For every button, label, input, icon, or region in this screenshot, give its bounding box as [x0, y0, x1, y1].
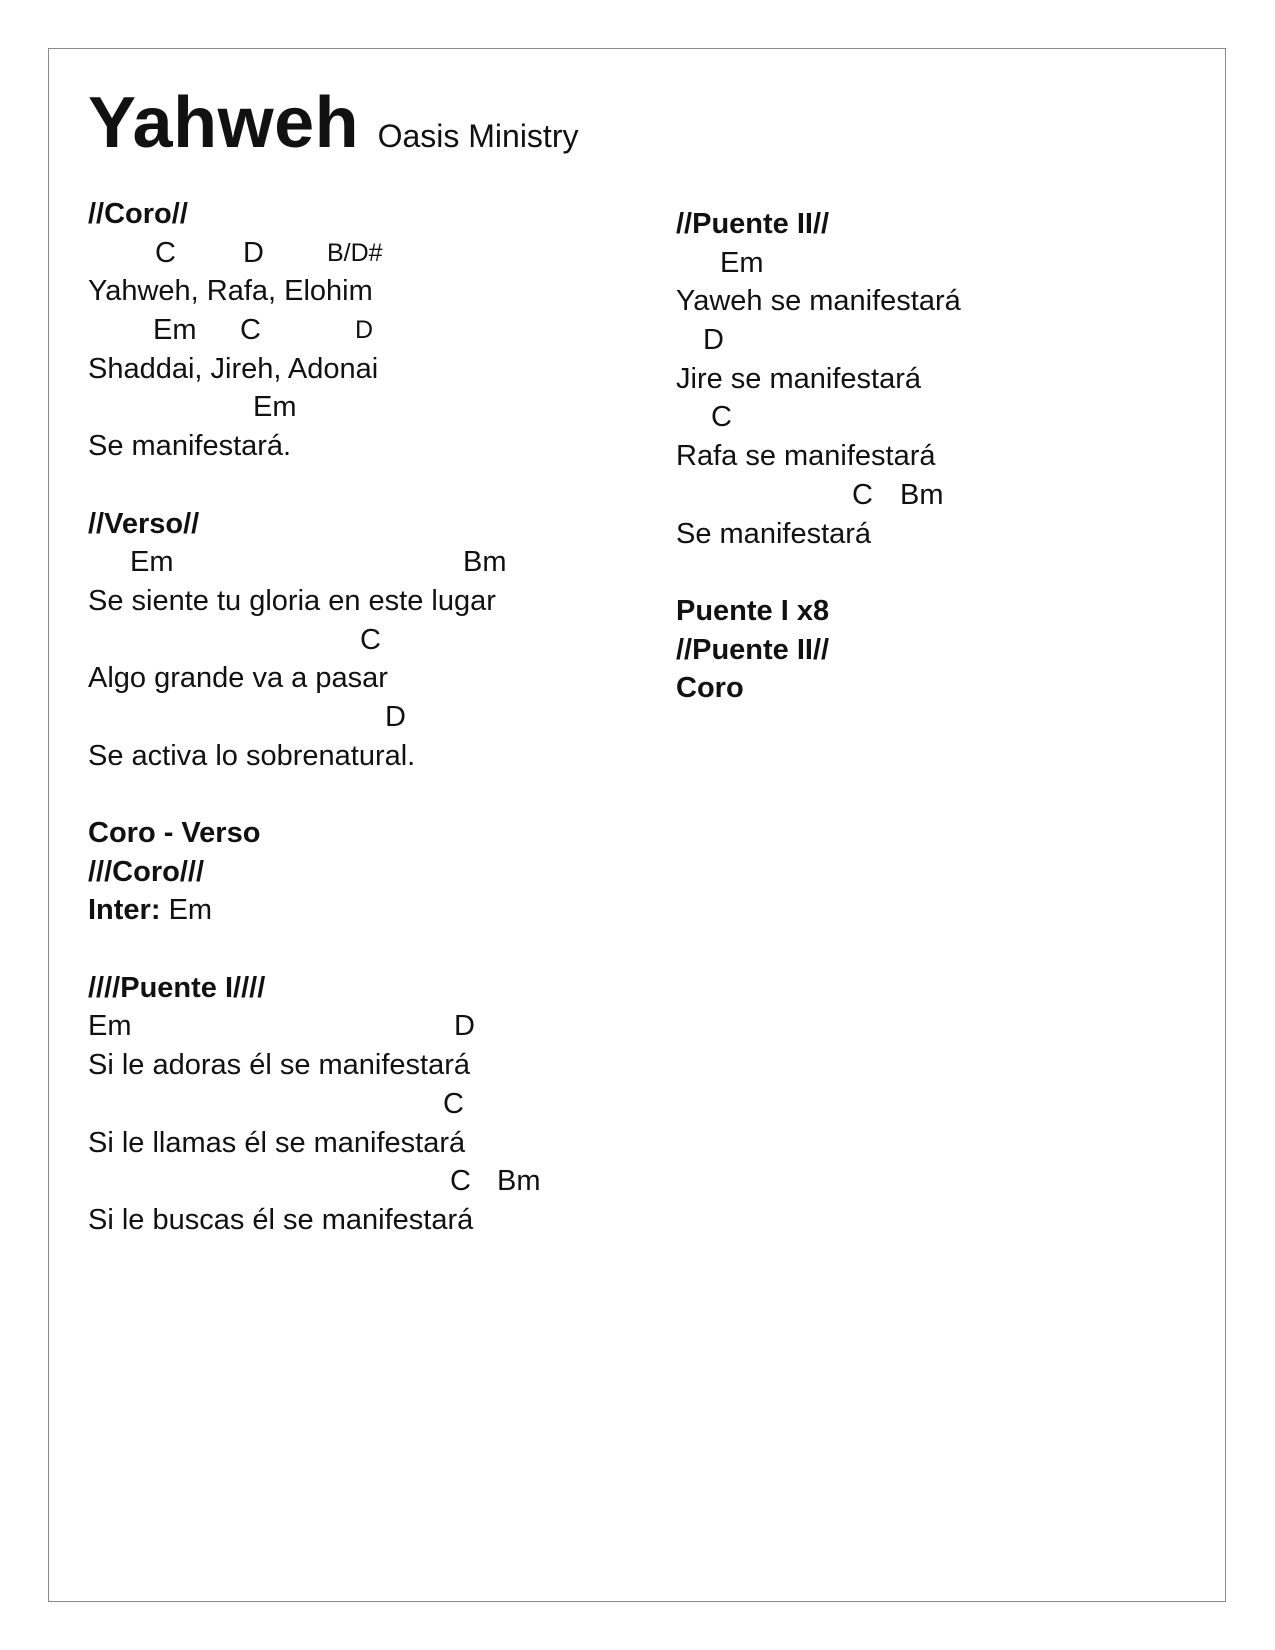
lyric-line: Si le llamas él se manifestará	[88, 1126, 466, 1159]
chord-line	[88, 543, 648, 582]
spacer	[676, 553, 1196, 592]
order-line: Coro	[676, 672, 744, 705]
lyric-line: Se siente tu gloria en este lugar	[88, 584, 496, 617]
chord: C	[450, 1165, 471, 1198]
section-header-puente-1: ////Puente I////	[88, 971, 266, 1004]
lyric-line: Se manifestará.	[88, 430, 292, 463]
chord: D	[385, 700, 406, 733]
lyric-line: Si le adoras él se manifestará	[88, 1049, 471, 1082]
order-line: //Puente II//	[676, 633, 830, 666]
lyric-line: Rafa se manifestará	[676, 440, 936, 473]
artist-name: Oasis Ministry	[377, 118, 579, 154]
chord-line	[676, 244, 1196, 283]
section-header-puente-2: //Puente II//	[676, 208, 830, 240]
chord: C	[443, 1087, 464, 1120]
chord: C	[711, 401, 732, 434]
lyric-line: Algo grande va a pasar	[88, 662, 388, 695]
chord-line	[88, 1085, 648, 1124]
chord-line	[88, 1162, 648, 1201]
section-header-verso: //Verso//	[88, 507, 200, 540]
lyric-line: Si le buscas él se manifestará	[88, 1203, 474, 1236]
lyric-line: Se manifestará	[676, 517, 872, 550]
order-line: Puente I x8	[676, 594, 830, 627]
chord: Em	[253, 391, 297, 424]
chord-line	[88, 698, 648, 737]
chord-line	[676, 321, 1196, 360]
inter-value: Em	[168, 894, 213, 927]
chord: C	[240, 314, 261, 347]
spacer	[88, 775, 648, 814]
chord-line	[88, 311, 648, 350]
lyric-line: Yahweh, Rafa, Elohim	[88, 275, 373, 308]
chord: Em	[88, 1010, 132, 1043]
chord: Em	[153, 314, 197, 347]
chord: Bm	[463, 546, 507, 579]
chord: D	[355, 316, 374, 345]
lyric-line: Jire se manifestará	[676, 362, 921, 395]
chord: Em	[130, 546, 174, 579]
chord: Bm	[497, 1165, 541, 1198]
chord-line	[88, 621, 648, 660]
spacer	[88, 466, 648, 505]
order-line: Coro - Verso	[88, 817, 261, 849]
spacer	[88, 930, 648, 969]
song-title: Yahweh	[88, 83, 360, 163]
chord: C	[360, 623, 381, 656]
chord: D	[243, 236, 264, 269]
right-column	[676, 205, 1196, 708]
chord: Em	[720, 246, 764, 279]
chord: B/D#	[327, 238, 383, 267]
section-header-coro: //Coro//	[88, 198, 188, 230]
inter-label: Inter:	[88, 894, 161, 927]
lyric-line: Shaddai, Jireh, Adonai	[88, 352, 379, 385]
left-column	[88, 195, 648, 1240]
chord-line	[88, 1007, 648, 1046]
inter-line	[88, 891, 648, 930]
chord-line	[676, 398, 1196, 437]
chord: C	[852, 478, 873, 511]
lyric-line: Yaweh se manifestará	[676, 285, 961, 318]
chord: D	[454, 1010, 475, 1043]
order-line: ///Coro///	[88, 855, 204, 888]
lyric-line: Se activa lo sobrenatural.	[88, 739, 416, 772]
title-row	[88, 82, 578, 164]
chord-line	[88, 234, 648, 273]
chord: C	[155, 236, 176, 269]
chord-line	[88, 388, 648, 427]
chord-line	[676, 476, 1196, 515]
chord: Bm	[900, 478, 944, 511]
chord: D	[703, 324, 724, 357]
